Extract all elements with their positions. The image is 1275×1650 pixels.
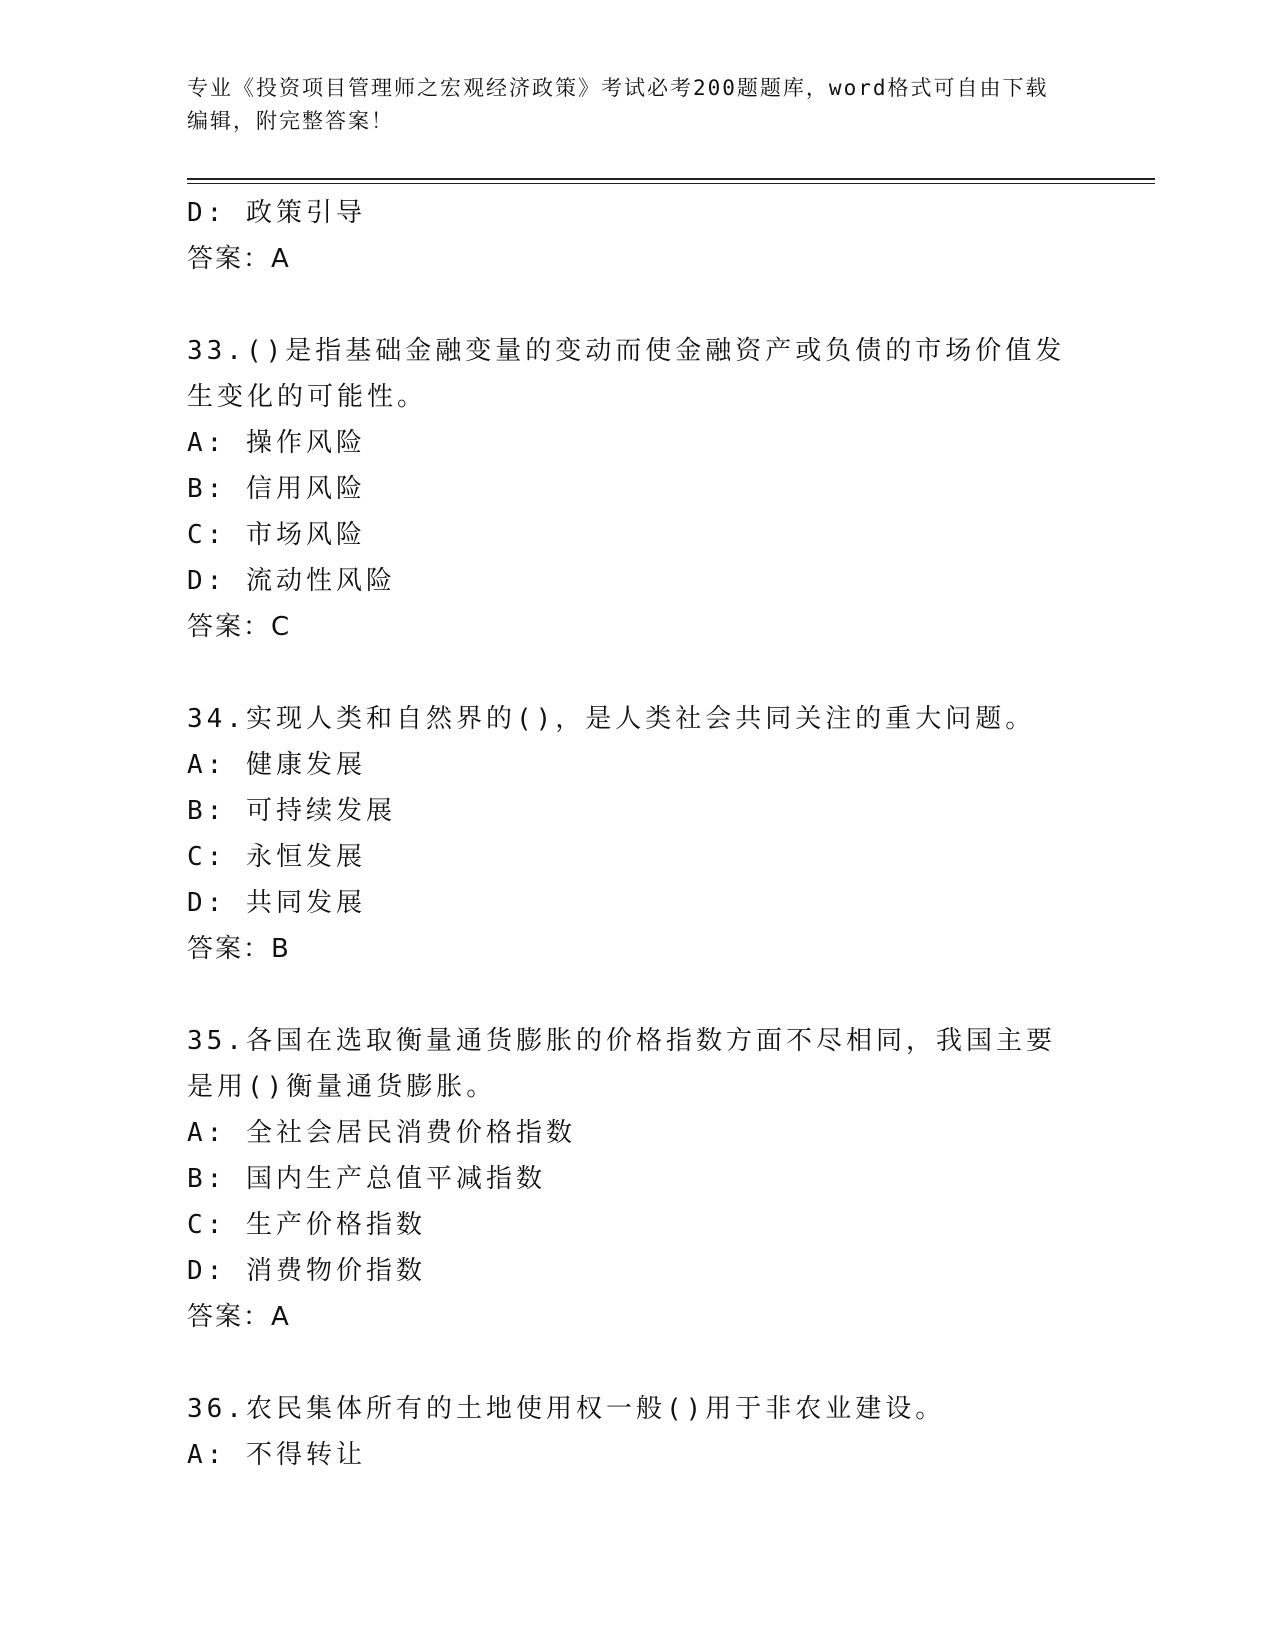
option-c: C: 市场风险 <box>187 520 366 550</box>
option-a: A: 操作风险 <box>187 428 366 458</box>
option-c: C: 永恒发展 <box>187 842 366 872</box>
question-stem: 34.实现人类和自然界的()，是人类社会共同关注的重大问题。 <box>187 704 1036 734</box>
question-36 <box>187 1386 1087 1478</box>
question-35 <box>187 1018 1087 1340</box>
option-d: D: 流动性风险 <box>187 566 396 596</box>
header-divider-thick <box>187 178 1155 180</box>
option-b: B: 可持续发展 <box>187 796 396 826</box>
answer-line: 答案：A <box>187 1302 291 1332</box>
question-content <box>187 190 1087 1478</box>
option-d: D: 共同发展 <box>187 888 366 918</box>
question-33 <box>187 328 1087 650</box>
previous-question-tail <box>187 190 1087 282</box>
question-stem: 35.各国在选取衡量通货膨胀的价格指数方面不尽相同，我国主要是用()衡量通货膨胀。 <box>187 1026 1056 1102</box>
answer-line: 答案：C <box>187 612 292 642</box>
option-a: A: 健康发展 <box>187 750 366 780</box>
document-header: 专业《投资项目管理师之宏观经济政策》考试必考200题题库，word格式可自由下载编辑，附完整答案！ <box>187 76 1049 133</box>
option-a: A: 不得转让 <box>187 1440 366 1470</box>
header-divider-thin <box>187 183 1155 184</box>
option-d: D: 消费物价指数 <box>187 1256 426 1286</box>
option-c: C: 生产价格指数 <box>187 1210 426 1240</box>
option-b: B: 国内生产总值平减指数 <box>187 1164 546 1194</box>
option-b: B: 信用风险 <box>187 474 366 504</box>
answer-line: 答案：A <box>187 244 291 274</box>
question-stem: 33.()是指基础金融变量的变动而使金融资产或负债的市场价值发生变化的可能性。 <box>187 336 1066 412</box>
option-a: A: 全社会居民消费价格指数 <box>187 1118 576 1148</box>
answer-line: 答案：B <box>187 934 291 964</box>
question-stem: 36.农民集体所有的土地使用权一般()用于非农业建设。 <box>187 1394 946 1424</box>
option-d: D: 政策引导 <box>187 198 366 228</box>
question-34 <box>187 696 1087 972</box>
